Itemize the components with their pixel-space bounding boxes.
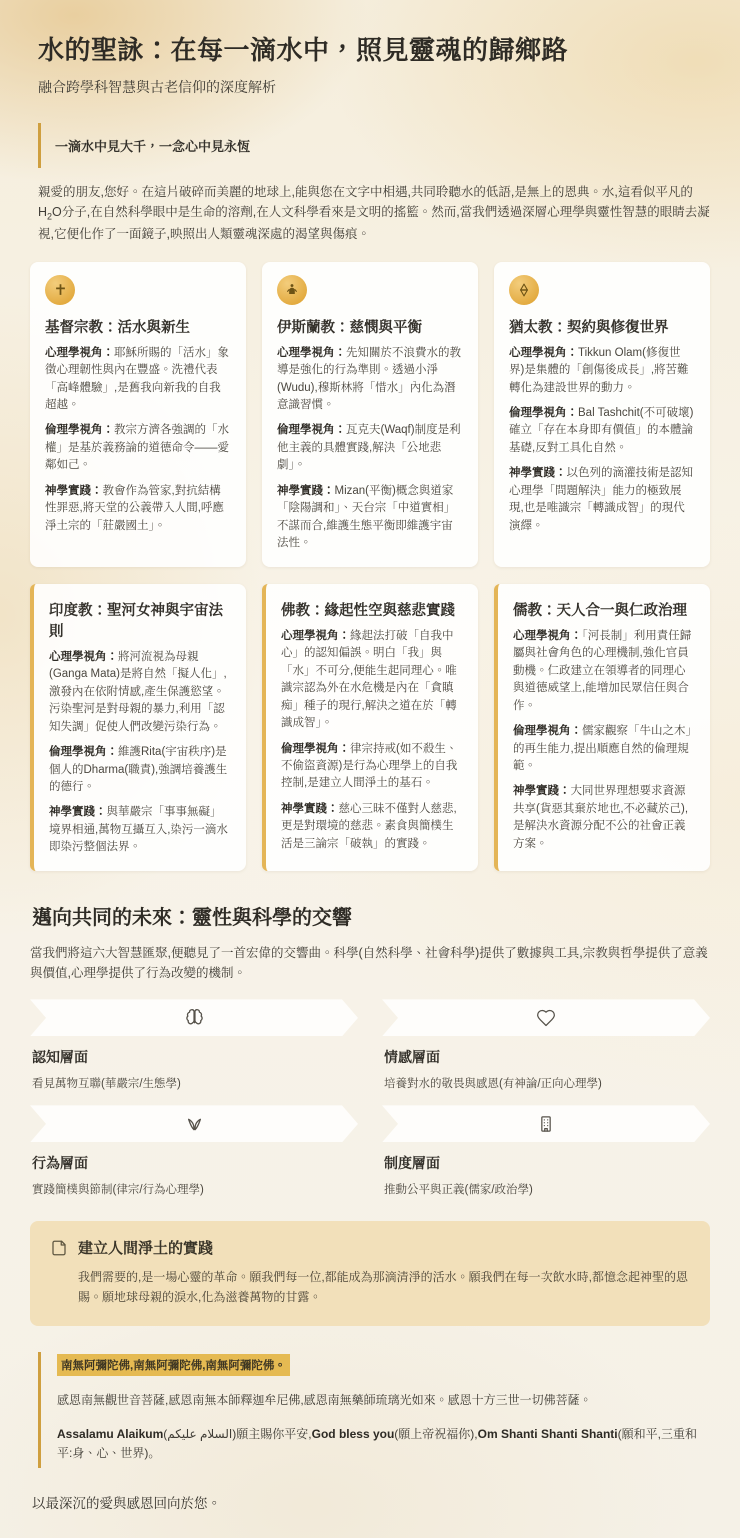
perspective-paragraph xyxy=(281,741,463,793)
layer-desc: 實踐簡樸與節制(律宗/行為心理學) xyxy=(32,1184,204,1197)
layer-title: 認知層面 xyxy=(32,1049,88,1066)
perspective-label: 心理學視角： xyxy=(509,346,578,359)
religion-card-title: 印度教：聖河女神與宇宙法則 xyxy=(49,602,223,640)
perspective-paragraph xyxy=(509,405,695,457)
religion-card xyxy=(262,584,478,871)
perspective-paragraph xyxy=(281,628,463,733)
perspective-paragraph xyxy=(509,345,695,397)
religion-card-title: 伊斯蘭教：慈憫與平衡 xyxy=(277,319,422,336)
perspective-text: Tikkun Olam(修復世界)是集體的「創傷後成長」,將苦難轉化為建設世界的動力。 xyxy=(509,346,689,394)
blessings-text: Assalamu Alaikum(السلام عليكم)願主賜你平安,God bless you(願上帝祝福你),Om Shanti Shanti Shanti(願和平,三重和平:身、心、世界)。 xyxy=(57,1427,697,1461)
perspective-label: 神學實踐： xyxy=(513,785,571,798)
islam-prayer-icon xyxy=(277,275,307,305)
opening-quote xyxy=(38,123,710,168)
intro-paragraph: 親愛的朋友,您好。在這片破碎而美麗的地球上,能與您在文字中相遇,共同聆聽水的低語,是無上的恩典。水,這看似平凡的$H_2O$分子,在自然科學眼中是生命的溶劑,在人文科學看來是文明的搖籃。然而,當我們透過深層心理學與靈性智慧的眼睛去凝視,它便化作了一面鏡子,映照出人類靈魂深處的渴望與傷痕。 xyxy=(38,185,710,242)
layer-desc: 看見萬物互聯(華嚴宗/生態學) xyxy=(32,1078,181,1091)
perspective-paragraph xyxy=(49,804,231,856)
blessing-arabic: Assalamu Alaikum xyxy=(57,1427,164,1442)
closing-blockquote xyxy=(38,1352,710,1468)
perspective-label: 倫理學視角： xyxy=(49,746,118,759)
perspective-label: 心理學視角： xyxy=(513,629,582,642)
layer-banner xyxy=(30,1105,358,1142)
layer-banner xyxy=(30,999,358,1036)
perspective-label: 倫理學視角： xyxy=(513,725,582,738)
layer-title: 情感層面 xyxy=(384,1049,440,1066)
perspective-text: 將河流視為母親(Ganga Mata)是將自然「擬人化」,激發內在依附情感,產生保護慾望。污染聖河是對母親的暴力,利用「認知失調」促使人們改變污染行為。 xyxy=(49,650,227,733)
wings-icon xyxy=(184,1113,205,1134)
religion-card-title: 基督宗教：活水與新生 xyxy=(45,319,190,336)
sticky-note-icon xyxy=(50,1239,68,1257)
perspective-label: 倫理學視角： xyxy=(281,742,350,755)
layer-banner xyxy=(382,1105,710,1142)
perspective-label: 神學實踐： xyxy=(49,806,107,819)
perspective-text: 瓦克夫(Waqf)制度是利他主義的具體實踐,解決「公地悲劇」。 xyxy=(277,424,461,472)
perspective-paragraph xyxy=(277,345,463,415)
layer-title: 制度層面 xyxy=(384,1155,440,1172)
cross-icon xyxy=(45,275,75,305)
layer-banner xyxy=(382,999,710,1036)
layer-block xyxy=(382,999,710,1091)
layers-grid xyxy=(30,999,710,1197)
perspective-text: 律宗持戒(如不殺生、不偷盜資源)是行為心理學上的自我控制,是建立人間淨土的基石。 xyxy=(281,742,458,790)
perspective-text: 先知關於不浪費水的教導是強化的行為準則。透過小淨(Wudu),穆斯林將「惜水」內化為潛意識習慣。 xyxy=(277,346,461,411)
perspective-paragraph xyxy=(45,345,231,415)
religion-card-title: 猶太教：契約與修復世界 xyxy=(509,319,669,336)
h2o-subscript: 2 xyxy=(47,211,53,222)
blessing-sanskrit: Om Shanti Shanti Shanti xyxy=(477,1427,618,1442)
perspective-label: 神學實踐： xyxy=(45,484,103,497)
practice-header xyxy=(50,1237,690,1258)
perspective-text: 與華嚴宗「事事無礙」境界相通,萬物互攝互入,染污一滴水即染污整個法界。 xyxy=(49,806,228,854)
perspective-text: 大同世界理想要求資源共享(貨惡其棄於地也,不必藏於己),是解決水資源分配不公的社會正義方案。 xyxy=(513,785,689,850)
perspective-paragraph xyxy=(513,783,695,853)
perspective-text: 儒家觀察「牛山之木」的再生能力,提出順應自然的倫理規範。 xyxy=(513,725,692,773)
religion-card-title: 儒教：天人合一與仁政治理 xyxy=(513,602,687,619)
perspective-label: 心理學視角： xyxy=(49,650,118,663)
perspective-label: 神學實踐： xyxy=(277,484,335,497)
building-icon xyxy=(536,1114,556,1134)
perspective-paragraph xyxy=(513,628,695,715)
opening-quote-text: 一滴水中見大千，一念心中見永恆 xyxy=(55,139,251,154)
final-dedication: 以最深沉的愛與感恩回向於您。 xyxy=(32,1495,221,1511)
perspective-text: Bal Tashchit(不可破壞)確立「存在本身即有價值」的本體論基礎,反對工具化自然。 xyxy=(509,406,694,454)
religion-card xyxy=(30,262,246,567)
layer-block xyxy=(382,1105,710,1197)
perspective-label: 神學實踐： xyxy=(281,802,339,815)
perspective-text: 教宗方濟各強調的「水權」是基於義務論的道德命令——愛鄰如己。 xyxy=(45,424,229,472)
page-title: 水的聖詠：在每一滴水中，照見靈魂的歸鄉路 xyxy=(38,35,569,65)
religion-card-title: 佛教：緣起性空與慈悲實踐 xyxy=(281,602,455,619)
perspective-text: 耶穌所賜的「活水」象徵心理韌性與內在豐盛。洗禮代表「高峰體驗」,是舊我向新我的自我超越。 xyxy=(45,346,229,411)
perspective-paragraph xyxy=(277,483,463,553)
perspective-label: 心理學視角： xyxy=(277,346,346,359)
perspective-text: 緣起法打破「自我中心」的認知偏誤。明白「我」與「水」不可分,便能生起同理心。唯識宗認為外在水危機是內在「貪瞋痴」種子的現行,解決之道在於「轉識成智」。 xyxy=(281,629,457,730)
perspective-label: 倫理學視角： xyxy=(277,424,346,437)
perspective-text: 以色列的滴灌技術是認知心理學「問題解決」能力的極致展現,也是唯識宗「轉識成智」的現代演繹。 xyxy=(509,467,693,532)
religion-cards-row-1 xyxy=(30,262,710,567)
blessing-english: God bless you xyxy=(311,1427,395,1442)
perspective-text: 維護Rita(宇宙秩序)是個人的Dharma(職責),強調培養護生的德行。 xyxy=(49,746,228,794)
layer-desc: 推動公平與正義(儒家/政治學) xyxy=(384,1184,533,1197)
perspective-paragraph xyxy=(49,744,231,796)
perspective-paragraph xyxy=(281,801,463,853)
religion-card xyxy=(494,584,710,871)
future-heading: 邁向共同的未來：靈性與科學的交響 xyxy=(32,906,352,929)
perspective-label: 倫理學視角： xyxy=(509,406,578,419)
religion-card xyxy=(262,262,478,567)
page-subtitle: 融合跨學科智慧與古老信仰的深度解析 xyxy=(38,79,276,95)
heart-icon xyxy=(536,1008,556,1028)
practice-box xyxy=(30,1221,710,1326)
perspective-paragraph xyxy=(513,723,695,775)
practice-title: 建立人間淨土的實踐 xyxy=(78,1240,214,1258)
future-paragraph: 當我們將這六大智慧匯聚,便聽見了一首宏偉的交響曲。科學(自然科學、社會科學)提供了數據與工具,宗教與哲學提供了意義與價值,心理學提供了行為改變的機制。 xyxy=(30,945,708,981)
perspective-paragraph xyxy=(277,422,463,474)
perspective-label: 倫理學視角： xyxy=(45,424,114,437)
perspective-text: Mizan(平衡)概念與道家「陰陽調和」、天台宗「中道實相」不謀而合,維護生態平衡即維護宇宙法性。 xyxy=(277,484,456,550)
layer-block xyxy=(30,999,358,1091)
chant-highlight: 南無阿彌陀佛,南無阿彌陀佛,南無阿彌陀佛。 xyxy=(57,1354,290,1376)
perspective-paragraph xyxy=(509,465,695,535)
perspective-label: 神學實踐： xyxy=(509,467,567,480)
perspective-text: 「河長制」利用責任歸屬與社會角色的心理機制,強化官員動機。仁政建立在領導者的同理心與道德威望上,能增加民眾信任與合作。 xyxy=(513,629,692,712)
religion-cards-row-2 xyxy=(30,584,710,871)
perspective-label: 心理學視角： xyxy=(281,629,350,642)
layer-block xyxy=(30,1105,358,1197)
layer-desc: 培養對水的敬畏與感恩(有神論/正向心理學) xyxy=(384,1078,602,1091)
perspective-paragraph xyxy=(49,649,231,736)
perspective-paragraph xyxy=(45,422,231,474)
religion-card xyxy=(494,262,710,567)
perspective-label: 心理學視角： xyxy=(45,346,114,359)
layer-title: 行為層面 xyxy=(32,1155,88,1172)
perspective-text: 教會作為管家,對抗結構性罪惡,將天堂的公義帶入人間,呼應淨土宗的「莊嚴國土」。 xyxy=(45,484,224,532)
religion-card xyxy=(30,584,246,871)
perspective-paragraph xyxy=(45,483,231,535)
gratitude-text: 感恩南無觀世音菩薩,感恩南無本師釋迦牟尼佛,感恩南無藥師琉璃光如來。感恩十方三世一切佛菩薩。 xyxy=(57,1392,592,1407)
star-of-david-icon xyxy=(509,275,539,305)
brain-icon xyxy=(184,1007,205,1028)
practice-text: 我們需要的,是一場心靈的革命。願我們每一位,都能成為那滴清淨的活水。願我們在每一次飲水時,都憶念起神聖的恩賜。願地球母親的淚水,化為滋養萬物的甘露。 xyxy=(78,1270,689,1305)
perspective-text: 慈心三昧不僅對人慈悲,更是對環境的慈悲。素食與簡樸生活是三論宗「破執」的實踐。 xyxy=(281,802,457,850)
